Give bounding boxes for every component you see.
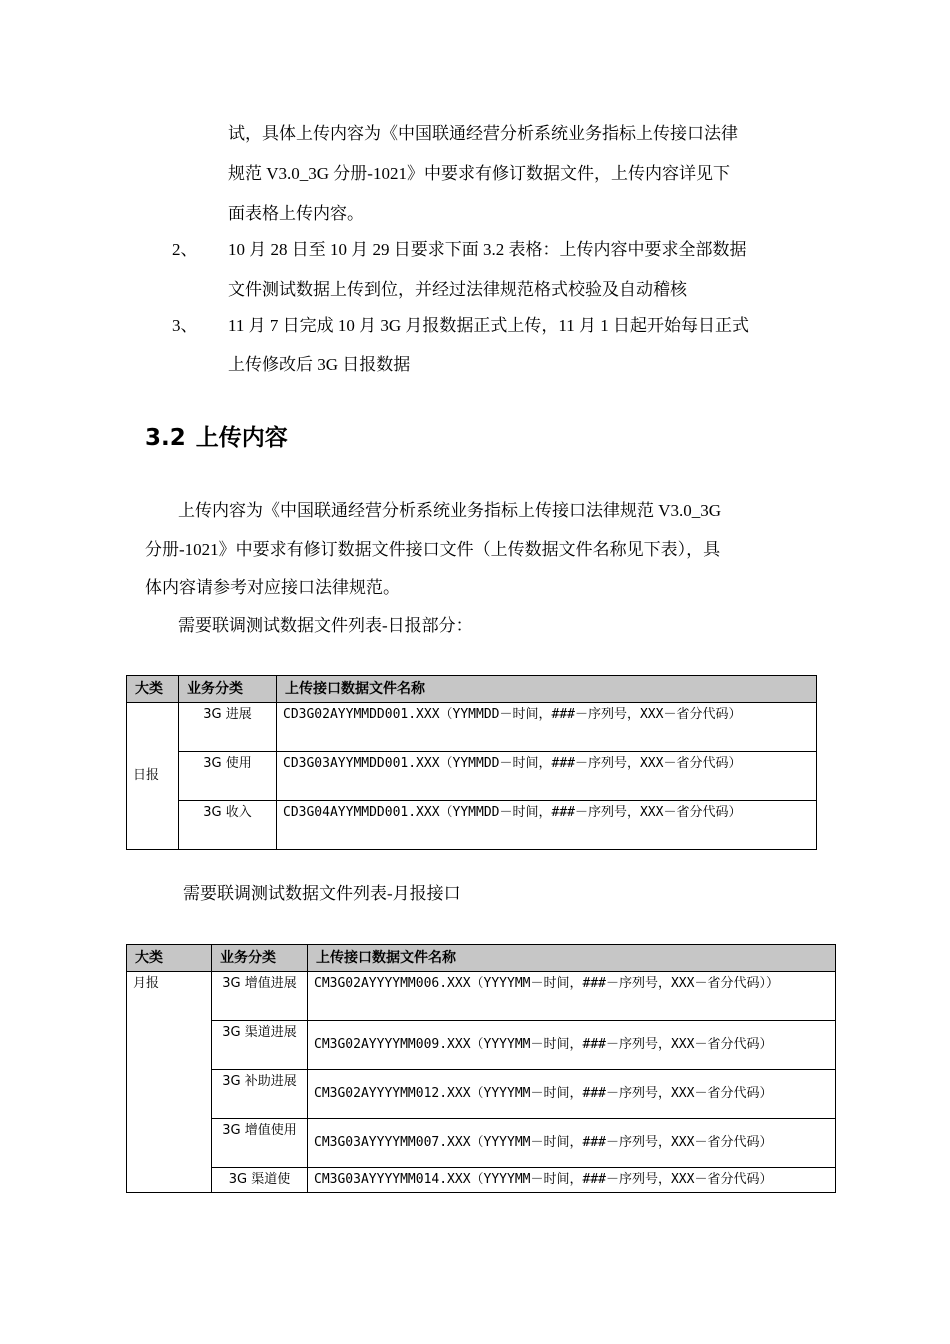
business-cell: 3G 使用 <box>179 752 277 801</box>
business-cell: 3G 增值进展 <box>212 972 308 1021</box>
list-item-1-line-1: 试，具体上传内容为《中国联通经营分析系统业务指标上传接口法律 <box>228 124 738 143</box>
business-cell: 3G 进展 <box>179 703 277 752</box>
monthly-table <box>126 944 836 1193</box>
list-item-2-line-2: 文件测试数据上传到位，并经过法律规范格式校验及自动稽核 <box>228 280 687 299</box>
header-filename: 上传接口数据文件名称 <box>308 945 836 972</box>
monthly-table-header <box>127 945 836 972</box>
daily-table <box>126 675 817 850</box>
paragraph-line-3: 体内容请参考对应接口法律规范。 <box>145 578 400 597</box>
business-cell: 3G 收入 <box>179 801 277 850</box>
business-cell: 3G 渠道使 <box>212 1168 308 1193</box>
list-number-2: 2、 <box>172 240 198 259</box>
business-cell: 3G 渠道进展 <box>212 1021 308 1070</box>
business-cell: 3G 补助进展 <box>212 1070 308 1119</box>
filename-cell: CM3G02AYYYYMM006.XXX（YYYYMM－时间，###－序列号，XXX－省分代码）） <box>308 972 836 1021</box>
table-row <box>127 1168 836 1193</box>
daily-category-cell: 日报 <box>127 703 179 850</box>
list-item-1-line-2: 规范 V3.0_3G 分册-1021》中要求有修订数据文件，上传内容详见下 <box>228 164 730 183</box>
list-item-1-line-3: 面表格上传内容。 <box>228 204 364 223</box>
filename-cell: CM3G03AYYYYMM007.XXX（YYYYMM－时间，###－序列号，XXX－省分代码） <box>308 1119 836 1168</box>
filename-cell: CD3G03AYYMMDD001.XXX（YYMMDD－时间，###－序列号，XXX－省分代码） <box>277 752 817 801</box>
business-cell: 3G 增值使用 <box>212 1119 308 1168</box>
table-row <box>127 801 817 850</box>
paragraph-line-1: 上传内容为《中国联通经营分析系统业务指标上传接口法律规范 V3.0_3G <box>178 501 722 520</box>
filename-cell: CD3G04AYYMMDD001.XXX（YYMMDD－时间，###－序列号，XXX－省分代码） <box>277 801 817 850</box>
table-row <box>127 703 817 752</box>
table-row <box>127 1119 836 1168</box>
monthly-caption: 需要联调测试数据文件列表-月报接口 <box>183 884 461 903</box>
table-row <box>127 972 836 1021</box>
filename-cell: CM3G02AYYYYMM009.XXX（YYYYMM－时间，###－序列号，XXX－省分代码） <box>308 1021 836 1070</box>
daily-table-header <box>127 676 817 703</box>
daily-caption: 需要联调测试数据文件列表-日报部分： <box>178 616 473 635</box>
list-number-3: 3、 <box>172 316 198 335</box>
filename-cell: CD3G02AYYMMDD001.XXX（YYMMDD－时间，###－序列号，XXX－省分代码） <box>277 703 817 752</box>
header-filename: 上传接口数据文件名称 <box>277 676 817 703</box>
list-item-2-line-1: 10 月 28 日至 10 月 29 日要求下面 3.2 表格：上传内容中要求全部数据 <box>228 240 747 259</box>
section-heading <box>145 424 288 452</box>
header-business: 业务分类 <box>179 676 277 703</box>
header-category: 大类 <box>127 945 212 972</box>
section-title: 上传内容 <box>195 425 288 451</box>
list-item-3-line-1: 11 月 7 日完成 10 月 3G 月报数据正式上传，11 月 1 日起开始每日正式 <box>228 316 750 335</box>
paragraph-line-2: 分册-1021》中要求有修订数据文件接口文件（上传数据文件名称见下表），具 <box>145 540 721 559</box>
table-row <box>127 1021 836 1070</box>
filename-cell: CM3G03AYYYYMM014.XXX（YYYYMM－时间，###－序列号，XXX－省分代码） <box>308 1168 836 1193</box>
table-row <box>127 1070 836 1119</box>
header-business: 业务分类 <box>212 945 308 972</box>
filename-cell: CM3G02AYYYYMM012.XXX（YYYYMM－时间，###－序列号，XXX－省分代码） <box>308 1070 836 1119</box>
section-number: 3.2 <box>145 425 186 451</box>
table-row <box>127 752 817 801</box>
header-category: 大类 <box>127 676 179 703</box>
list-item-3-line-2: 上传修改后 3G 日报数据 <box>228 355 411 374</box>
monthly-category-cell: 月报 <box>127 972 212 1193</box>
